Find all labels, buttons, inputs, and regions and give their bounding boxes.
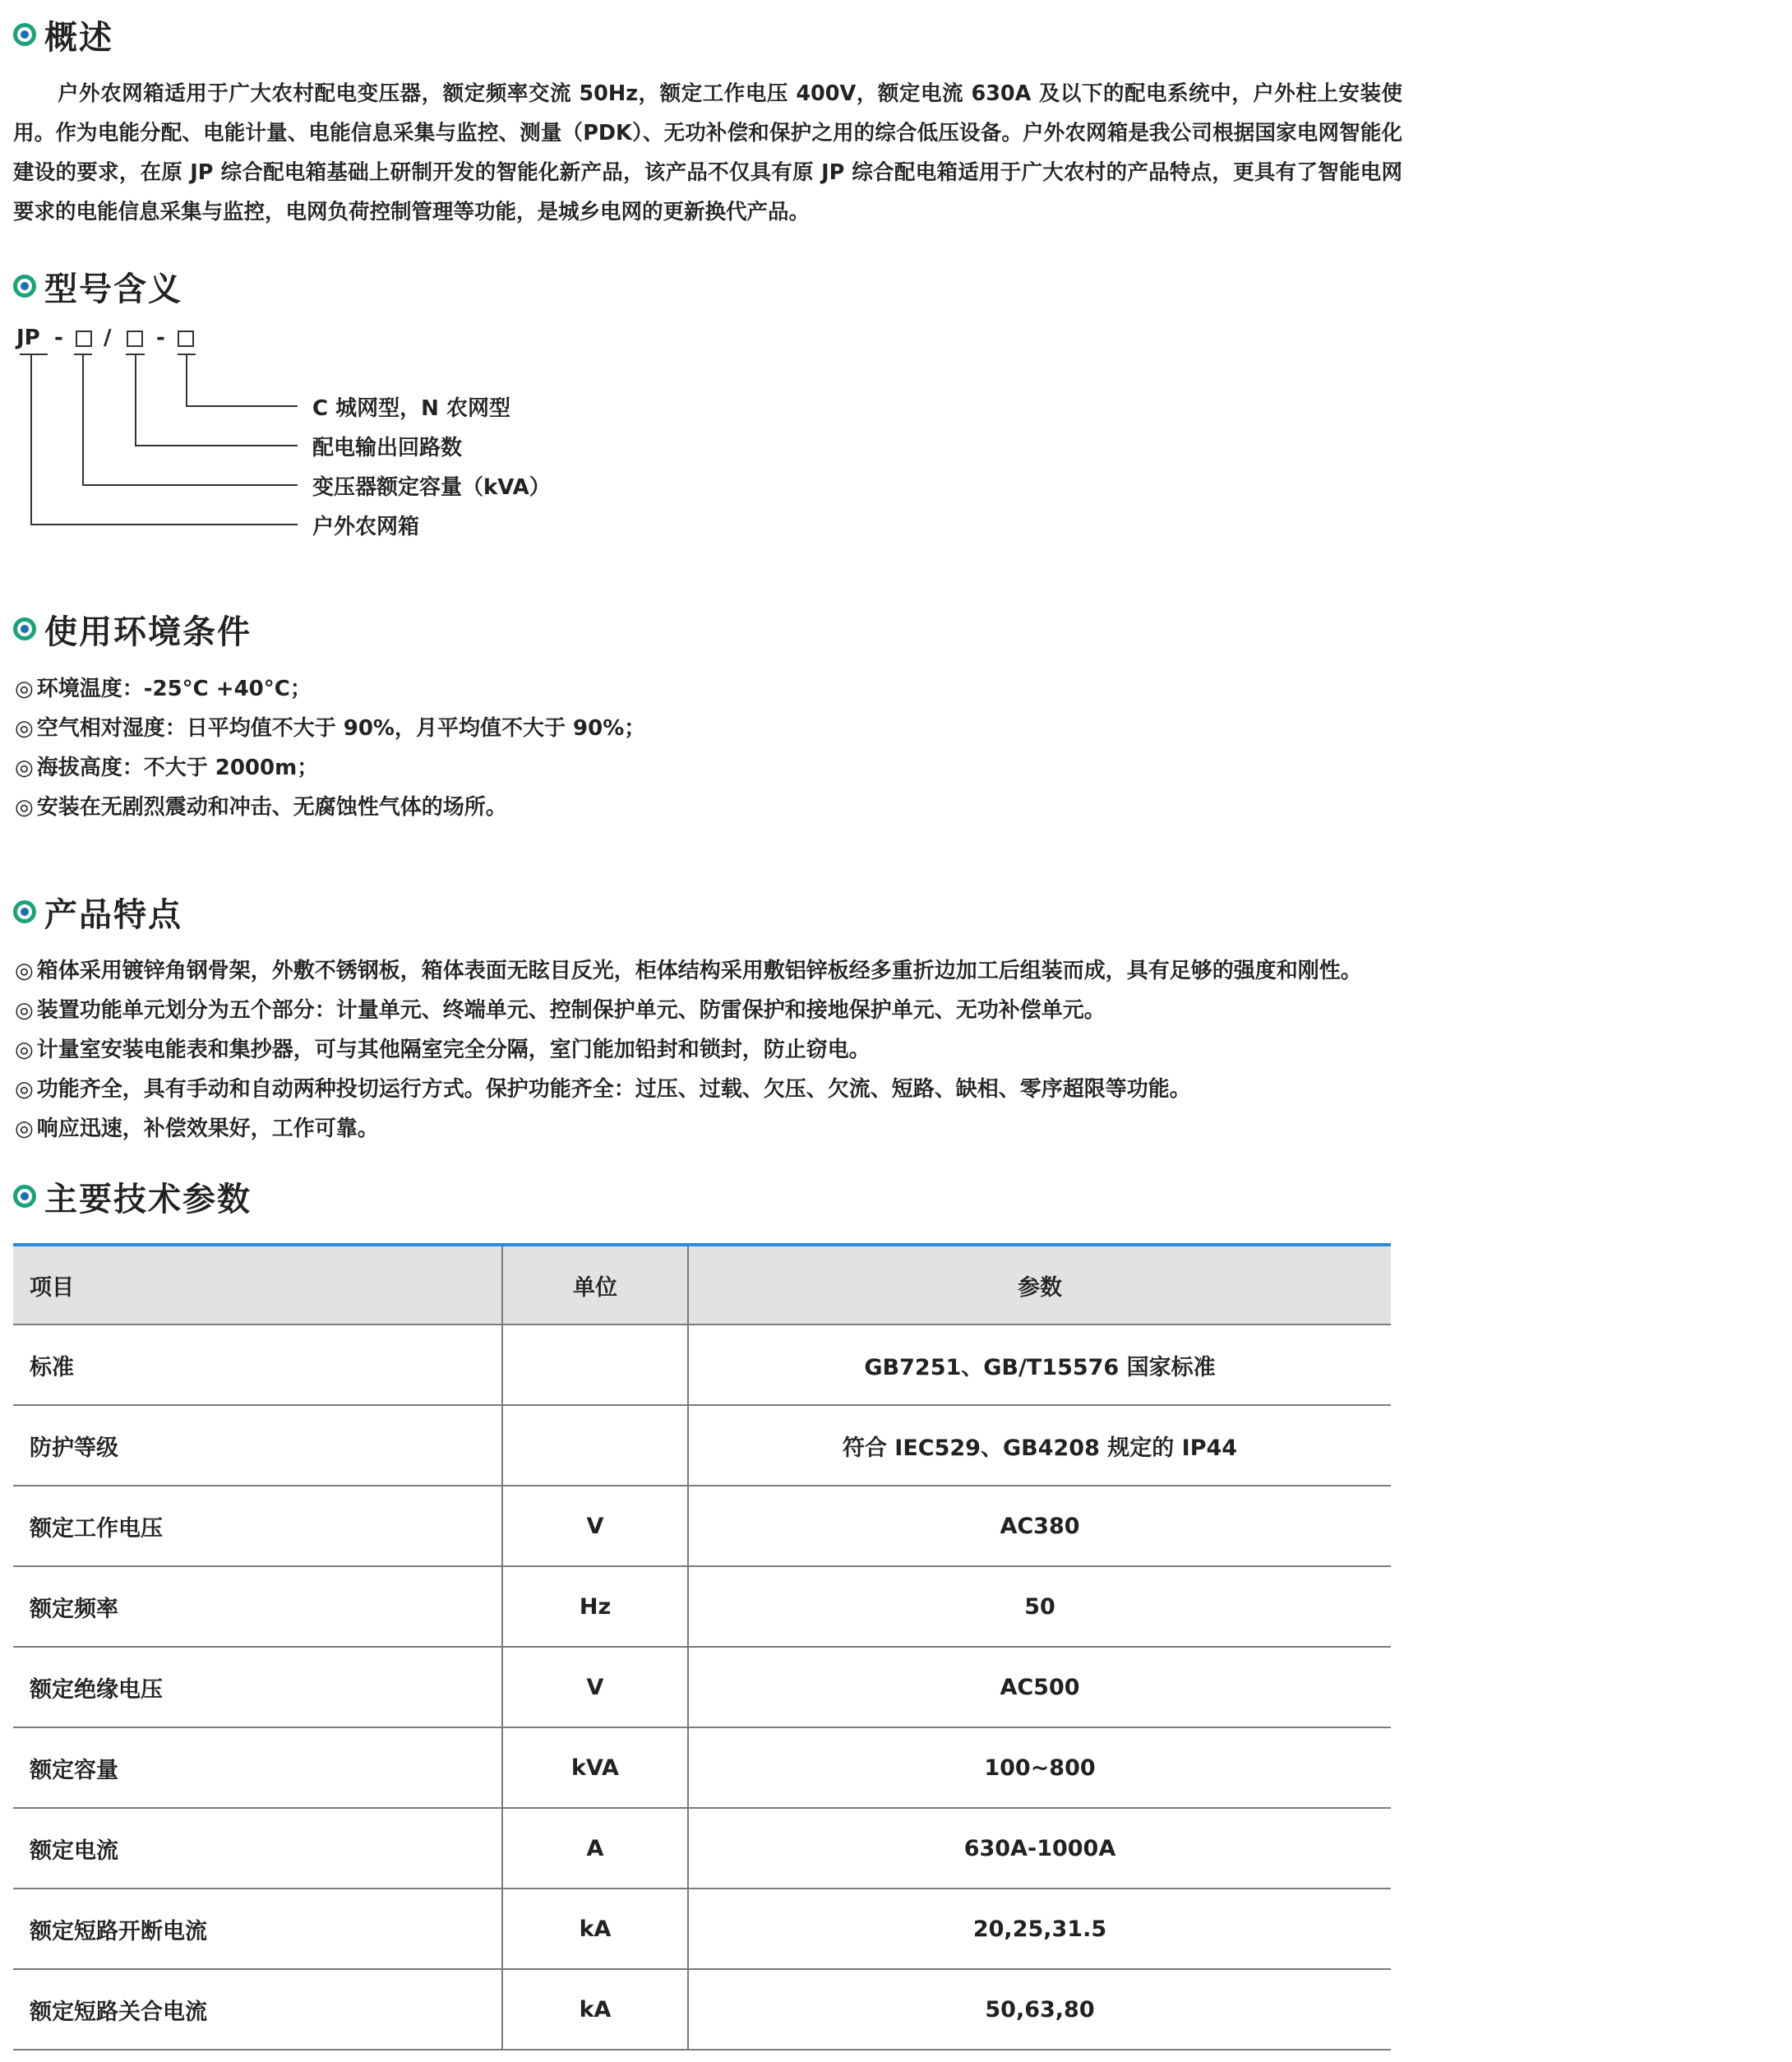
cell-unit: A bbox=[502, 1808, 688, 1889]
cell-param: 20,25,31.5 bbox=[688, 1889, 1391, 1969]
table-row bbox=[13, 1325, 1391, 1405]
target-icon bbox=[13, 1185, 36, 1208]
model-label-type: C 城网型，N 农网型 bbox=[312, 396, 510, 421]
cell-param: AC500 bbox=[688, 1647, 1391, 1727]
overview-paragraph: 户外农网箱适用于广大农村配电变压器，额定频率交流 50Hz，额定工作电压 400V，额定电流 630A 及以下的配电系统中，户外柱上安装使用。作为电能分配、电能计量、电能信息采集与监控、测量（PDK）、无功补偿和保护之用的综合低压设备。户外农网箱是我公司根据国家电网智能化建设的要求，在原 JP 综合配电箱基础上研制开发的智能化新产品，该产品不仅具有原 JP 综合配电箱适用于广大农村的产品特点，更具有了智能电网要求的电能信息采集与监控，电网负荷控制管理等功能，是城乡电网的更新换代产品。 bbox=[13, 81, 1402, 224]
cell-item: 额定容量 bbox=[13, 1727, 502, 1808]
model-code-separator: - bbox=[156, 326, 165, 350]
cell-item: 额定频率 bbox=[13, 1566, 502, 1647]
target-icon bbox=[13, 617, 36, 640]
cell-unit: kVA bbox=[502, 1727, 688, 1808]
column-header-param: 参数 bbox=[688, 1245, 1391, 1325]
table-row bbox=[13, 1969, 1391, 2050]
section-title-text: 概述 bbox=[44, 18, 113, 57]
table-row bbox=[13, 1405, 1391, 1486]
table-row bbox=[13, 1808, 1391, 1889]
list-item: ◎ 计量室安装电能表和集抄器，可与其他隔室完全分隔，室门能加铅封和锁封，防止窃电。 bbox=[15, 1030, 1362, 1070]
section-title-overview bbox=[13, 10, 113, 59]
list-item: ◎ 箱体采用镀锌角钢骨架，外敷不锈钢板，箱体表面无眩目反光，柜体结构采用敷铝锌板经多重折边加工后组装而成，具有足够的强度和刚性。 bbox=[15, 951, 1362, 991]
target-icon bbox=[13, 23, 36, 46]
list-item: ◎ 装置功能单元划分为五个部分：计量单元、终端单元、控制保护单元、防雷保护和接地保护单元、无功补偿单元。 bbox=[15, 991, 1362, 1030]
list-item: ◎ 海拔高度：不大于 2000m； bbox=[15, 748, 645, 788]
cell-param: GB7251、GB/T15576 国家标准 bbox=[688, 1325, 1391, 1405]
table-row bbox=[13, 1486, 1391, 1566]
specs-table bbox=[13, 1243, 1391, 2050]
cell-param: 100~800 bbox=[688, 1727, 1391, 1808]
model-label-box: 户外农网箱 bbox=[312, 515, 420, 539]
list-item: ◎ 功能齐全，具有手动和自动两种投切运行方式。保护功能齐全：过压、过载、欠压、欠流、短路、缺相、零序超限等功能。 bbox=[15, 1070, 1362, 1109]
list-item: ◎ 安装在无剧烈震动和冲击、无腐蚀性气体的场所。 bbox=[15, 788, 645, 827]
model-code-separator: / bbox=[104, 326, 112, 350]
section-title-text: 型号含义 bbox=[44, 270, 182, 308]
model-code-prefix: JP bbox=[16, 326, 40, 350]
section-title-specs bbox=[13, 1172, 252, 1221]
model-code-separator: - bbox=[54, 326, 63, 350]
target-icon bbox=[13, 900, 36, 923]
table-row bbox=[13, 1727, 1391, 1808]
cell-unit bbox=[502, 1325, 688, 1405]
cell-item: 额定电流 bbox=[13, 1808, 502, 1889]
section-title-features bbox=[13, 887, 182, 936]
table-row bbox=[13, 1889, 1391, 1969]
cell-unit: kA bbox=[502, 1889, 688, 1969]
target-icon bbox=[13, 275, 36, 298]
table-row bbox=[13, 1647, 1391, 1727]
table-header-row bbox=[13, 1245, 1391, 1325]
table-row bbox=[13, 1566, 1391, 1647]
list-item: ◎ 响应迅速，补偿效果好，工作可靠。 bbox=[15, 1109, 1362, 1149]
section-title-model-meaning bbox=[13, 261, 182, 311]
cell-unit: V bbox=[502, 1486, 688, 1566]
cell-item: 额定短路关合电流 bbox=[13, 1969, 502, 2050]
cell-unit bbox=[502, 1405, 688, 1486]
section-title-environment bbox=[13, 604, 252, 654]
cell-item: 防护等级 bbox=[13, 1405, 502, 1486]
cell-item: 标准 bbox=[13, 1325, 502, 1405]
model-code-placeholder-box bbox=[127, 331, 143, 347]
cell-param: 630A-1000A bbox=[688, 1808, 1391, 1889]
section-title-text: 产品特点 bbox=[44, 895, 182, 934]
section-title-text: 使用环境条件 bbox=[44, 613, 252, 651]
column-header-item: 项目 bbox=[13, 1245, 502, 1325]
cell-item: 额定绝缘电压 bbox=[13, 1647, 502, 1727]
cell-param: 50,63,80 bbox=[688, 1969, 1391, 2050]
model-label-capacity: 变压器额定容量（kVA） bbox=[312, 475, 551, 500]
cell-unit: V bbox=[502, 1647, 688, 1727]
cell-param: AC380 bbox=[688, 1486, 1391, 1566]
list-item: ◎ 环境温度：-25°C +40°C； bbox=[15, 669, 645, 709]
model-code-placeholder-box bbox=[76, 331, 92, 347]
environment-list bbox=[15, 669, 645, 827]
cell-param: 符合 IEC529、GB4208 规定的 IP44 bbox=[688, 1405, 1391, 1486]
list-item: ◎ 空气相对湿度：日平均值不大于 90%，月平均值不大于 90%； bbox=[15, 709, 645, 748]
model-code-placeholder-box bbox=[178, 331, 194, 347]
cell-item: 额定工作电压 bbox=[13, 1486, 502, 1566]
model-label-circuits: 配电输出回路数 bbox=[312, 436, 463, 460]
cell-param: 50 bbox=[688, 1566, 1391, 1647]
cell-unit: kA bbox=[502, 1969, 688, 2050]
cell-item: 额定短路开断电流 bbox=[13, 1889, 502, 1969]
cell-unit: Hz bbox=[502, 1566, 688, 1647]
section-title-text: 主要技术参数 bbox=[44, 1180, 252, 1218]
features-list bbox=[15, 951, 1362, 1149]
column-header-unit: 单位 bbox=[502, 1245, 688, 1325]
